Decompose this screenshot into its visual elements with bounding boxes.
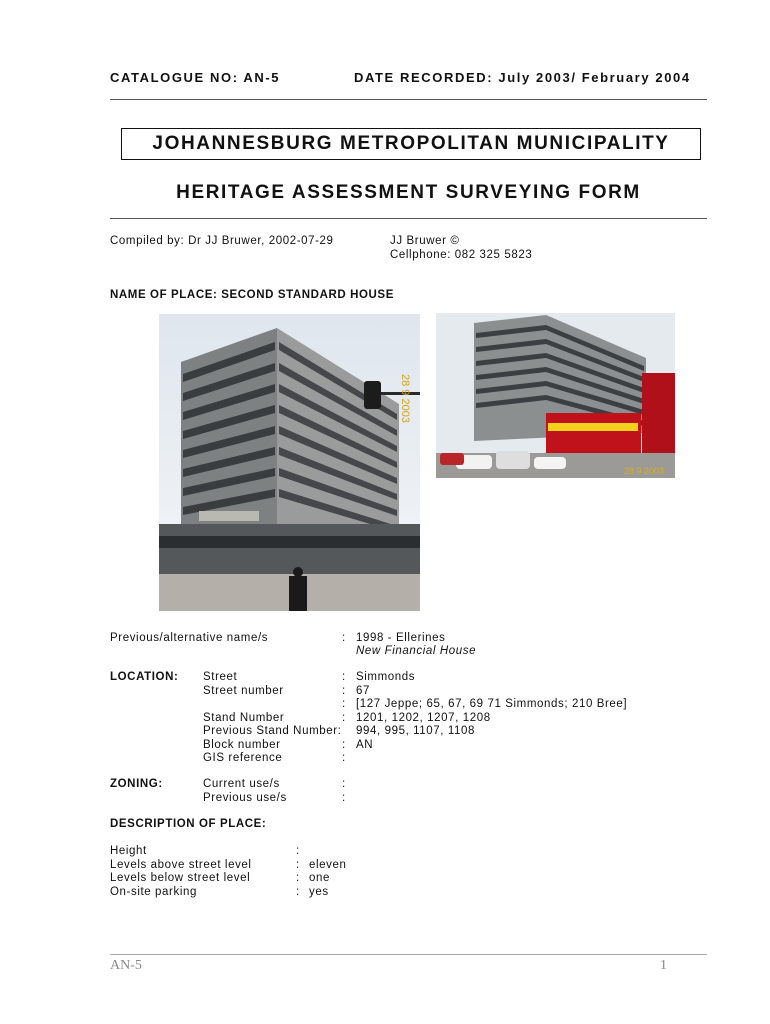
description-colon: : [296, 845, 300, 857]
location-value-stand-number: 1201, 1202, 1207, 1208 [356, 711, 491, 724]
previous-name-2: New Financial House [356, 645, 477, 657]
description-heading: DESCRIPTION OF PLACE: [110, 818, 267, 830]
date-recorded: DATE RECORDED: July 2003/ February 2004 [354, 70, 691, 85]
location-label-street: Street [203, 671, 238, 683]
author-phone: Cellphone: 082 325 5823 [390, 249, 533, 261]
location-heading: LOCATION: [110, 671, 179, 683]
location-label-street-number: Street number [203, 684, 284, 697]
page-title: JOHANNESBURG METROPOLITAN MUNICIPALITY [121, 128, 701, 160]
photo-date-stamp-left: 28 9 2003 [399, 374, 411, 423]
description-values [309, 845, 347, 899]
zoning-colons [342, 778, 346, 805]
description-labels [110, 845, 252, 899]
location-value-gis [356, 752, 627, 766]
location-colon: : [342, 671, 346, 683]
location-colon: : [342, 738, 346, 751]
location-label-stand-number: Stand Number [203, 711, 285, 724]
location-colon: : [342, 698, 346, 710]
building-photo-left [159, 314, 420, 611]
description-value-height [309, 845, 347, 859]
location-label-previous-stand: Previous Stand Number: [203, 725, 342, 737]
photo-date-stamp-right: 28 9 2003 [624, 466, 665, 476]
location-value-previous-stand: 994, 995, 1107, 1108 [356, 725, 476, 737]
zoning-label-previous: Previous use/s [203, 791, 287, 804]
catalogue-number: CATALOGUE NO: AN-5 [110, 70, 281, 85]
footer-page-number: 1 [660, 958, 667, 973]
zoning-colon: : [342, 791, 346, 804]
description-label-height: Height [110, 845, 147, 857]
zoning-heading: ZONING: [110, 778, 163, 790]
location-colons [342, 671, 346, 766]
compiled-by: Compiled by: Dr JJ Bruwer, 2002-07-29 [110, 235, 334, 247]
location-values [356, 671, 627, 766]
title-rule [110, 218, 707, 219]
footer-rule [110, 954, 707, 955]
description-value-levels-below: one [309, 872, 330, 884]
description-value-parking: yes [309, 885, 329, 898]
previous-names-colon: : [342, 632, 346, 644]
zoning-colon: : [342, 778, 346, 790]
header-rule [110, 99, 707, 100]
location-value-street: Simmonds [356, 671, 416, 683]
zoning-label-current: Current use/s [203, 778, 280, 790]
description-label-levels-below: Levels below street level [110, 872, 251, 884]
location-label-block: Block number [203, 738, 281, 751]
location-label-gis: GIS reference [203, 752, 283, 764]
location-colon: : [342, 684, 346, 697]
previous-name-1: 1998 - Ellerines [356, 632, 446, 644]
form-subtitle: HERITAGE ASSESSMENT SURVEYING FORM [176, 182, 641, 203]
description-label-parking: On-site parking [110, 885, 197, 898]
location-value-block: AN [356, 738, 374, 751]
description-colon: : [296, 872, 300, 884]
location-colon [342, 725, 346, 739]
footer-catalogue-code: AN-5 [110, 958, 142, 973]
location-colon: : [342, 752, 346, 764]
zoning-labels [203, 778, 287, 805]
location-labels [203, 671, 341, 766]
location-label-blank [203, 698, 341, 712]
description-label-levels-above: Levels above street level [110, 858, 252, 871]
location-value-addresses: [127 Jeppe; 65, 67, 69 71 Simmonds; 210 Bree] [356, 698, 628, 710]
author-name: JJ Bruwer © [390, 235, 460, 247]
location-colon: : [342, 711, 346, 724]
description-colon: : [296, 858, 300, 871]
description-colons [296, 845, 300, 899]
description-value-levels-above: eleven [309, 858, 347, 871]
previous-names-label: Previous/alternative name/s [110, 632, 269, 644]
place-name: NAME OF PLACE: SECOND STANDARD HOUSE [110, 289, 394, 301]
location-value-street-number: 67 [356, 684, 370, 697]
description-colon: : [296, 885, 300, 898]
building-photo-right [436, 313, 675, 478]
